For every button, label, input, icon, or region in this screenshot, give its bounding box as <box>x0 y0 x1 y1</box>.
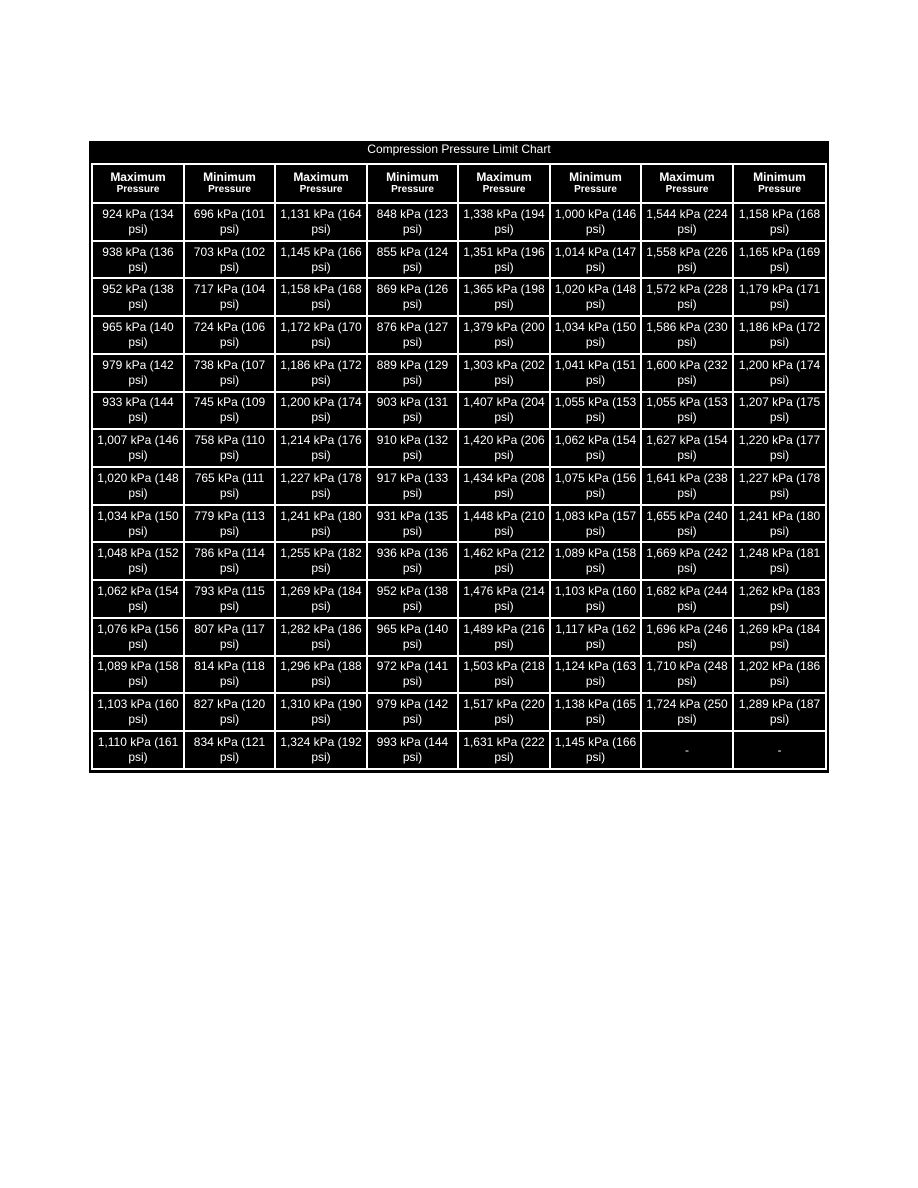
table-cell: 1,544 kPa (224 psi) <box>641 203 733 241</box>
column-header <box>92 164 184 203</box>
column-header <box>641 164 733 203</box>
table-cell: 993 kPa (144 psi) <box>367 731 458 769</box>
table-cell: 1,296 kPa (188 psi) <box>275 656 367 694</box>
table-cell: 1,241 kPa (180 psi) <box>275 505 367 543</box>
column-header-label: Maximum <box>476 170 532 184</box>
table-cell: 855 kPa (124 psi) <box>367 241 458 279</box>
table-cell: 1,020 kPa (148 psi) <box>550 278 641 316</box>
table-row <box>92 618 826 656</box>
table-cell: 1,186 kPa (172 psi) <box>733 316 826 354</box>
table-row <box>92 392 826 430</box>
table-cell: 807 kPa (117 psi) <box>184 618 275 656</box>
table-cell: 814 kPa (118 psi) <box>184 656 275 694</box>
table-cell: 1,145 kPa (166 psi) <box>275 241 367 279</box>
table-cell: 1,489 kPa (216 psi) <box>458 618 550 656</box>
table-cell: 938 kPa (136 psi) <box>92 241 184 279</box>
table-cell: 1,241 kPa (180 psi) <box>733 505 826 543</box>
table-cell: 952 kPa (138 psi) <box>92 278 184 316</box>
table-cell: 786 kPa (114 psi) <box>184 542 275 580</box>
table-cell: 1,055 kPa (153 psi) <box>550 392 641 430</box>
table-cell: 738 kPa (107 psi) <box>184 354 275 392</box>
table-cell: 1,503 kPa (218 psi) <box>458 656 550 694</box>
table-cell: 889 kPa (129 psi) <box>367 354 458 392</box>
table-cell: 1,420 kPa (206 psi) <box>458 429 550 467</box>
column-header <box>184 164 275 203</box>
table-cell: 1,202 kPa (186 psi) <box>733 656 826 694</box>
table-row <box>92 467 826 505</box>
table-row <box>92 693 826 731</box>
table-cell: 1,655 kPa (240 psi) <box>641 505 733 543</box>
table-cell: 1,186 kPa (172 psi) <box>275 354 367 392</box>
table-cell: 1,365 kPa (198 psi) <box>458 278 550 316</box>
table-cell: 1,207 kPa (175 psi) <box>733 392 826 430</box>
table-cell: 745 kPa (109 psi) <box>184 392 275 430</box>
table-cell: 765 kPa (111 psi) <box>184 467 275 505</box>
table-cell: 1,103 kPa (160 psi) <box>550 580 641 618</box>
table-cell: 1,641 kPa (238 psi) <box>641 467 733 505</box>
header-row <box>92 164 826 203</box>
table-cell: 1,282 kPa (186 psi) <box>275 618 367 656</box>
table-cell: 1,062 kPa (154 psi) <box>550 429 641 467</box>
table-cell: 1,434 kPa (208 psi) <box>458 467 550 505</box>
table-cell: 924 kPa (134 psi) <box>92 203 184 241</box>
column-header <box>733 164 826 203</box>
table-cell: 1,172 kPa (170 psi) <box>275 316 367 354</box>
table-cell: 965 kPa (140 psi) <box>92 316 184 354</box>
table-cell: 696 kPa (101 psi) <box>184 203 275 241</box>
table-cell: 703 kPa (102 psi) <box>184 241 275 279</box>
table-cell: 1,262 kPa (183 psi) <box>733 580 826 618</box>
table-cell: 1,165 kPa (169 psi) <box>733 241 826 279</box>
table-cell: 1,103 kPa (160 psi) <box>92 693 184 731</box>
table-cell: 1,586 kPa (230 psi) <box>641 316 733 354</box>
table-cell: 834 kPa (121 psi) <box>184 731 275 769</box>
table-cell: 1,627 kPa (154 psi) <box>641 429 733 467</box>
table-cell: 1,379 kPa (200 psi) <box>458 316 550 354</box>
table-cell: 1,034 kPa (150 psi) <box>92 505 184 543</box>
table-cell: 1,669 kPa (242 psi) <box>641 542 733 580</box>
table-cell: 1,041 kPa (151 psi) <box>550 354 641 392</box>
table-cell: 1,075 kPa (156 psi) <box>550 467 641 505</box>
table-cell: 1,248 kPa (181 psi) <box>733 542 826 580</box>
table-row <box>92 542 826 580</box>
column-header-label: Maximum <box>110 170 166 184</box>
table-cell: - <box>641 731 733 769</box>
table-row <box>92 505 826 543</box>
table-cell: 910 kPa (132 psi) <box>367 429 458 467</box>
table-cell: 1,110 kPa (161 psi) <box>92 731 184 769</box>
table-cell: 1,214 kPa (176 psi) <box>275 429 367 467</box>
table-cell: 1,083 kPa (157 psi) <box>550 505 641 543</box>
column-header <box>275 164 367 203</box>
table-cell: 1,007 kPa (146 psi) <box>92 429 184 467</box>
table-cell: 869 kPa (126 psi) <box>367 278 458 316</box>
table-body <box>92 203 826 769</box>
table-cell: 1,255 kPa (182 psi) <box>275 542 367 580</box>
table-cell: 1,034 kPa (150 psi) <box>550 316 641 354</box>
table-cell: - <box>733 731 826 769</box>
compression-pressure-chart <box>89 141 829 773</box>
table-cell: 779 kPa (113 psi) <box>184 505 275 543</box>
table-cell: 876 kPa (127 psi) <box>367 316 458 354</box>
table-cell: 1,220 kPa (177 psi) <box>733 429 826 467</box>
table-cell: 1,138 kPa (165 psi) <box>550 693 641 731</box>
table-cell: 1,517 kPa (220 psi) <box>458 693 550 731</box>
column-header-sublabel: Pressure <box>208 184 251 195</box>
pressure-limit-table <box>91 163 827 770</box>
column-header <box>367 164 458 203</box>
table-cell: 931 kPa (135 psi) <box>367 505 458 543</box>
table-cell: 1,158 kPa (168 psi) <box>275 278 367 316</box>
table-cell: 1,682 kPa (244 psi) <box>641 580 733 618</box>
column-header-sublabel: Pressure <box>665 184 709 195</box>
table-cell: 979 kPa (142 psi) <box>92 354 184 392</box>
table-cell: 1,310 kPa (190 psi) <box>275 693 367 731</box>
table-cell: 1,200 kPa (174 psi) <box>275 392 367 430</box>
table-cell: 1,062 kPa (154 psi) <box>92 580 184 618</box>
table-cell: 933 kPa (144 psi) <box>92 392 184 430</box>
table-row <box>92 241 826 279</box>
table-cell: 1,289 kPa (187 psi) <box>733 693 826 731</box>
column-header-label: Minimum <box>569 170 622 184</box>
table-cell: 1,179 kPa (171 psi) <box>733 278 826 316</box>
table-cell: 1,303 kPa (202 psi) <box>458 354 550 392</box>
table-cell: 793 kPa (115 psi) <box>184 580 275 618</box>
table-cell: 936 kPa (136 psi) <box>367 542 458 580</box>
table-cell: 1,407 kPa (204 psi) <box>458 392 550 430</box>
table-cell: 1,048 kPa (152 psi) <box>92 542 184 580</box>
column-header-label: Minimum <box>753 170 806 184</box>
table-cell: 1,269 kPa (184 psi) <box>275 580 367 618</box>
table-cell: 1,448 kPa (210 psi) <box>458 505 550 543</box>
table-cell: 1,462 kPa (212 psi) <box>458 542 550 580</box>
table-row <box>92 203 826 241</box>
column-header-sublabel: Pressure <box>391 184 434 195</box>
table-cell: 1,158 kPa (168 psi) <box>733 203 826 241</box>
table-cell: 1,227 kPa (178 psi) <box>275 467 367 505</box>
table-cell: 1,076 kPa (156 psi) <box>92 618 184 656</box>
column-header-label: Minimum <box>386 170 439 184</box>
table-row <box>92 278 826 316</box>
table-cell: 1,696 kPa (246 psi) <box>641 618 733 656</box>
chart-title: Compression Pressure Limit Chart <box>367 142 551 156</box>
table-cell: 1,020 kPa (148 psi) <box>92 467 184 505</box>
table-cell: 1,227 kPa (178 psi) <box>733 467 826 505</box>
table-cell: 1,269 kPa (184 psi) <box>733 618 826 656</box>
table-cell: 1,131 kPa (164 psi) <box>275 203 367 241</box>
table-row <box>92 656 826 694</box>
table-cell: 1,558 kPa (226 psi) <box>641 241 733 279</box>
table-cell: 1,117 kPa (162 psi) <box>550 618 641 656</box>
table-cell: 1,324 kPa (192 psi) <box>275 731 367 769</box>
column-header-sublabel: Pressure <box>482 184 526 195</box>
table-cell: 903 kPa (131 psi) <box>367 392 458 430</box>
table-cell: 917 kPa (133 psi) <box>367 467 458 505</box>
table-cell: 758 kPa (110 psi) <box>184 429 275 467</box>
table-cell: 979 kPa (142 psi) <box>367 693 458 731</box>
table-cell: 1,124 kPa (163 psi) <box>550 656 641 694</box>
table-row <box>92 429 826 467</box>
table-cell: 1,000 kPa (146 psi) <box>550 203 641 241</box>
table-cell: 965 kPa (140 psi) <box>367 618 458 656</box>
column-header-label: Minimum <box>203 170 256 184</box>
table-cell: 1,476 kPa (214 psi) <box>458 580 550 618</box>
table-cell: 972 kPa (141 psi) <box>367 656 458 694</box>
table-cell: 1,055 kPa (153 psi) <box>641 392 733 430</box>
table-row <box>92 580 826 618</box>
table-row <box>92 731 826 769</box>
table-cell: 1,710 kPa (248 psi) <box>641 656 733 694</box>
column-header-label: Maximum <box>659 170 715 184</box>
column-header-label: Maximum <box>293 170 349 184</box>
table-cell: 1,089 kPa (158 psi) <box>550 542 641 580</box>
table-cell: 1,631 kPa (222 psi) <box>458 731 550 769</box>
table-cell: 848 kPa (123 psi) <box>367 203 458 241</box>
table-cell: 952 kPa (138 psi) <box>367 580 458 618</box>
column-header <box>550 164 641 203</box>
column-header <box>458 164 550 203</box>
table-cell: 1,724 kPa (250 psi) <box>641 693 733 731</box>
table-cell: 717 kPa (104 psi) <box>184 278 275 316</box>
table-cell: 1,200 kPa (174 psi) <box>733 354 826 392</box>
table-row <box>92 316 826 354</box>
table-cell: 724 kPa (106 psi) <box>184 316 275 354</box>
table-cell: 1,600 kPa (232 psi) <box>641 354 733 392</box>
table-cell: 1,145 kPa (166 psi) <box>550 731 641 769</box>
table-cell: 827 kPa (120 psi) <box>184 693 275 731</box>
table-cell: 1,351 kPa (196 psi) <box>458 241 550 279</box>
column-header-sublabel: Pressure <box>574 184 617 195</box>
table-row <box>92 354 826 392</box>
table-cell: 1,014 kPa (147 psi) <box>550 241 641 279</box>
column-header-sublabel: Pressure <box>116 184 160 195</box>
table-cell: 1,338 kPa (194 psi) <box>458 203 550 241</box>
table-cell: 1,572 kPa (228 psi) <box>641 278 733 316</box>
table-cell: 1,089 kPa (158 psi) <box>92 656 184 694</box>
column-header-sublabel: Pressure <box>299 184 343 195</box>
column-header-sublabel: Pressure <box>758 184 801 195</box>
